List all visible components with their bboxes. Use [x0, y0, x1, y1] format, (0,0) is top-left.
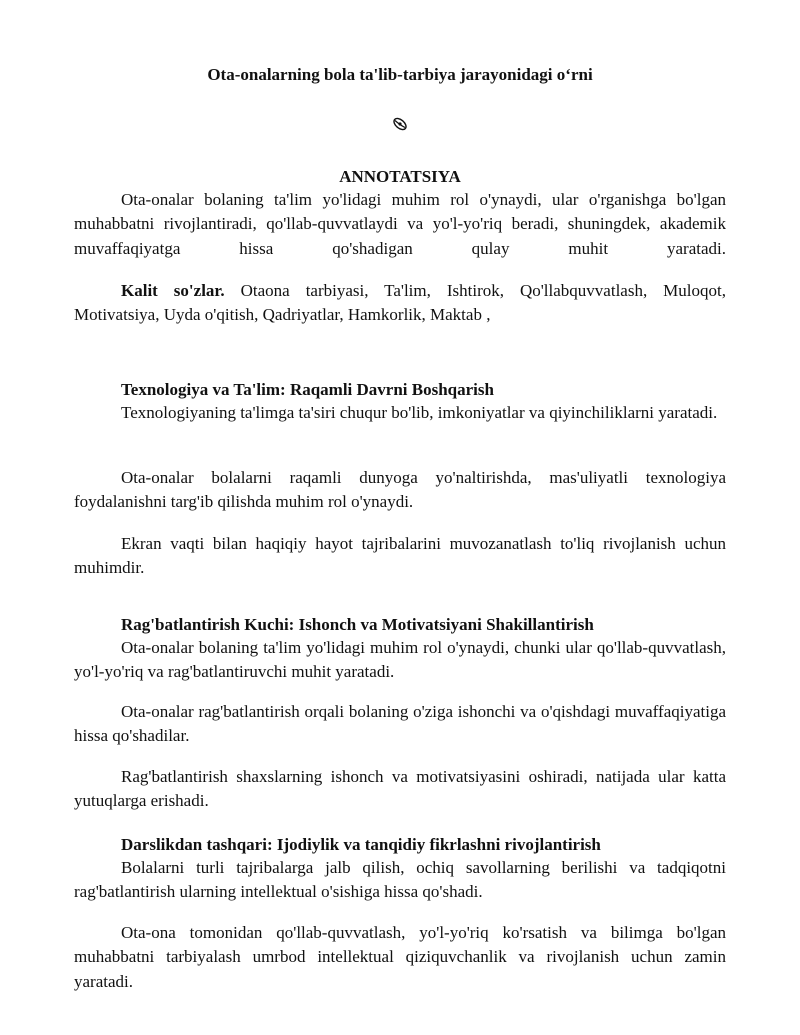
section-heading: Rag'batlantirish Kuchi: Ishonch va Motivatsiyani Shakillantirish [121, 615, 594, 634]
section-paragraph: Ota-ona tomonidan qo'llab-quvvatlash, yo'l-yo'riq ko'rsatish va bilimga bo'lgan muhabbatni tarbiyalash umrbod intellektual qiziquvchanlik va rivojlanish uchun zamin yaratadi. [74, 923, 726, 991]
section-paragraph: Ota-onalar rag'batlantirish orqali bolaning o'ziga ishonchi va o'qishdagi muvaffaqiyatiga hissa qo'shadilar. [74, 702, 726, 746]
section-paragraph: Bolalarni turli tajribalarga jalb qilish, ochiq savollarning berilishi va tadqiqotni rag'batlantirish ularning intellektual o'sishiga hissa qo'shadi. [74, 858, 726, 902]
section-heading: Texnologiya va Ta'lim: Raqamli Davrni Boshqarish [121, 380, 494, 399]
section-paragraph: Texnologiyaning ta'limga ta'siri chuqur bo'lib, imkoniyatlar va qiyinchiliklarni yaratadi. [121, 403, 718, 422]
annotation-text: Ota-onalar bolaning ta'lim yo'lidagi muhim rol o'ynaydi, ular o'rganishga bo'lgan muhabbatni rivojlantiradi, qo'llab-quvvatlaydi va yo'l-yo'riq beradi, shuningdek, akademik muvaffaqiyatga hissa qo'shadigan qulay muhit yaratadi. [74, 190, 726, 258]
keywords-text: Otaona tarbiyasi, Ta'lim, Ishtirok, Qo'llabquvvatlash, Muloqot, Motivatsiya, Uyda o'qitish, Qadriyatlar, Hamkorlik, Maktab , [74, 281, 726, 325]
document-title: Ota-onalarning bola ta'lib-tarbiya jarayonidagi o‘rni [207, 65, 593, 84]
section-paragraph: Ekran vaqti bilan haqiqiy hayot tajribalarini muvozanatlash to'liq rivojlanish uchun muhimdir. [74, 534, 726, 578]
ornament-icon [390, 114, 410, 134]
section-paragraph: Rag'batlantirish shaxslarning ishonch va motivatsiyasini oshiradi, natijada ular katta yutuqlarga erishadi. [74, 767, 726, 811]
section-paragraph: Ota-onalar bolaning ta'lim yo'lidagi muhim rol o'ynaydi, chunki ular qo'llab-quvvatlash, yo'l-yo'riq va rag'batlantiruvchi muhit yaratadi. [74, 638, 726, 682]
keywords-label: Kalit so'zlar. [121, 281, 225, 300]
section-paragraph: Ota-onalar bolalarni raqamli dunyoga yo'naltirishda, mas'uliyatli texnologiya foydalanishni targ'ib qilishda muhim rol o'ynaydi. [74, 468, 726, 512]
annotation-heading: ANNOTATSIYA [339, 167, 461, 186]
keywords-paragraph [74, 279, 726, 328]
section-heading: Darslikdan tashqari: Ijodiylik va tanqidiy fikrlashni rivojlantirish [121, 835, 601, 854]
